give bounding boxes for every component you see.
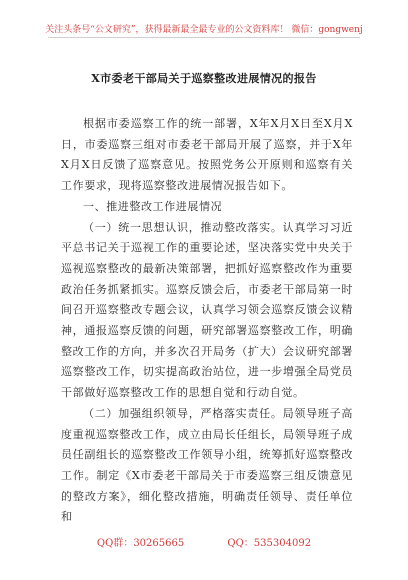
document-body (61, 114, 353, 528)
body-paragraph: （一）统一思想认识，推动整改落实。认真学习习近平总书记关于巡视工作的重要论述，坚决落实党中央关于巡视巡察整改的最新决策部署，把抓好巡察整改作为重要政治任务抓紧抓实。巡察反馈会后，市委老干部局第一时间召开巡察整改专题会议，认真学习领会巡察反馈会议精神，通报巡察反馈的问题，研究部署巡察整改工作，明确整改工作的方向，并多次召开局务（扩大）会议研究部署巡察整改工作，切实提高政治站位，进一步增强全局党员干部做好巡察整改工作的思想自觉和行动自觉。 (61, 220, 353, 400)
body-paragraph: （二）加强组织领导，严格落实责任。局领导班子高度重视巡察整改工作，成立由局长任组长，局领导班子成员任副组长的巡察整改工作领导小组，统筹抓好巡察整改工作。制定《X市委老干部局关于市委巡察三组反馈意见的整改方案》，细化整改措施，明确责任领导、责任单位和 (61, 406, 353, 524)
document-title: X市委老干部局关于巡察整改进展情况的报告 (91, 72, 317, 85)
intro-paragraph: 根据市委巡察工作的统一部署，X年X月X日至X月X日，市委巡察三组对市委老干部局开展了巡察，并于X年X月X日反馈了巡察意见。按照党务公开原则和巡察有关工作要求，现将巡察整改进展情况报告如下。 (61, 117, 353, 193)
header-divider (48, 37, 360, 38)
header-promo-note: 关注头条号“公文研究”，获得最新最全最专业的公文资料库！ 微信：gongwenj (45, 25, 363, 35)
section-heading: 一、推进整改工作进展情况 (83, 199, 223, 213)
footer-qq-number: QQ：535304092 (227, 538, 312, 549)
footer-qq-group: QQ群：30265665 (96, 538, 185, 549)
footer-contact (0, 534, 408, 549)
